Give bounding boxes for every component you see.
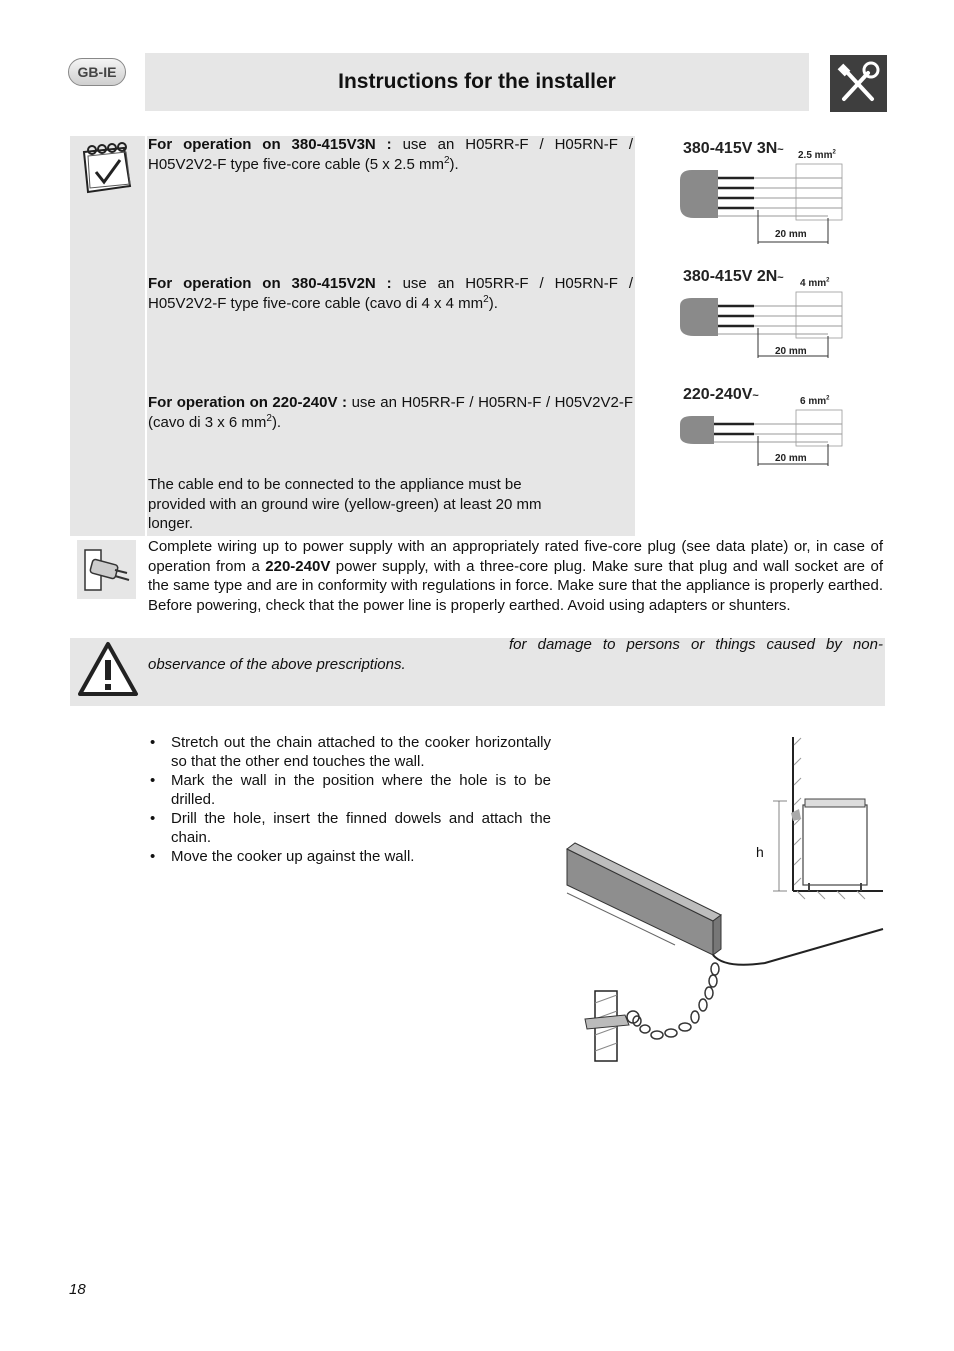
diagram-section: 2.5 mm bbox=[798, 150, 833, 161]
diagram-length: 20 mm bbox=[775, 346, 807, 357]
wiring-text-cont: power supply, with a three-core plug. Make sure that plug and wall socket are of the same type and are in conformity with regulations in force. Make sure that the appliance is properly earthed. Before powering, check that the power line is properly earthed. Avoid using adapters or shunters. bbox=[148, 557, 883, 614]
diagram-length: 20 mm bbox=[775, 229, 807, 240]
warning-triangle-icon bbox=[76, 640, 140, 700]
cable-spec-single bbox=[148, 393, 633, 432]
page-number: 18 bbox=[69, 1281, 86, 1298]
chain-installation-illustration bbox=[565, 733, 885, 1063]
list-item: • Move the cooker up against the wall. bbox=[148, 847, 551, 866]
diagram-section: 4 mm bbox=[800, 278, 827, 289]
diagram-voltage: 380-415V 2N bbox=[683, 268, 778, 285]
diagram-length: 20 mm bbox=[775, 453, 807, 464]
list-item: • Mark the wall in the position where the hole is to be drilled. bbox=[148, 771, 551, 809]
diagram-voltage: 220-240V bbox=[683, 386, 753, 403]
diagram-section: 6 mm bbox=[800, 396, 827, 407]
cable-spec-2n bbox=[148, 274, 633, 313]
cable-diagram-3n bbox=[678, 136, 858, 248]
cable-spec-sup: 2 bbox=[266, 412, 272, 424]
page-title: Instructions for the installer bbox=[338, 70, 616, 93]
list-item: • Drill the hole, insert the finned dowels and attach the chain. bbox=[148, 809, 551, 847]
warning-text: for damage to persons or things caused by non-observance of the above prescriptions. bbox=[148, 636, 883, 673]
diagram-wave: ~ bbox=[752, 390, 759, 402]
list-item: • Stretch out the chain attached to the cooker horizontally so that the other end touches the wall. bbox=[148, 733, 551, 771]
diagram-section-sup: 2 bbox=[826, 277, 830, 284]
cable-spec-end: ). bbox=[488, 294, 498, 312]
diagram-section-sup: 2 bbox=[832, 149, 836, 156]
cable-spec-text: use an H05RR-F / H05RN-F / H05V2V2-F type five-core cable (5 x 2.5 mm bbox=[148, 136, 633, 173]
wiring-instructions bbox=[148, 537, 883, 615]
cable-spec-end: ). bbox=[271, 413, 282, 431]
cable-spec-text: use an H05RR-F / H05RN-F / H05V2V2-F type five-core cable (cavo di 4 x 4 mm bbox=[148, 275, 633, 312]
wrench-screwdriver-icon bbox=[830, 55, 887, 112]
cable-spec-sup: 2 bbox=[483, 293, 489, 305]
cable-spec-end: ). bbox=[449, 155, 459, 173]
diagram-voltage: 380-415V 3N bbox=[683, 140, 778, 157]
wiring-voltage: 220-240V bbox=[265, 557, 331, 575]
cable-diagram-single bbox=[678, 382, 858, 474]
cable-spec-3n bbox=[148, 135, 633, 174]
diagram-wave: ~ bbox=[777, 144, 784, 156]
cable-spec-lead: For operation on 380-415V2N : bbox=[148, 275, 392, 292]
installation-steps bbox=[148, 733, 551, 866]
wiring-text: Complete wiring up to power supply with an appropriately rated five-core plug (see data plate) or, in case of operation from a bbox=[148, 538, 883, 575]
diagram-wave: ~ bbox=[777, 272, 784, 284]
cable-diagram-2n bbox=[678, 264, 858, 364]
notepad-check-icon bbox=[76, 140, 138, 196]
diagram-section-sup: 2 bbox=[826, 395, 830, 402]
cable-spec-lead: For operation on 220-240V : bbox=[148, 394, 348, 411]
cable-spec-lead: For operation on 380-415V3N : bbox=[148, 136, 392, 153]
header-bar bbox=[145, 53, 809, 111]
height-label: h bbox=[756, 844, 764, 860]
cable-spec-text: use an H05RR-F / H05RN-F / H05V2V2-F (cavo di 3 x 6 mm bbox=[148, 394, 634, 431]
region-badge: GB-IE bbox=[68, 58, 126, 86]
plug-socket-icon bbox=[77, 540, 136, 599]
ground-wire-note: The cable end to be connected to the appliance must be provided with an ground wire (yellow-green) at least 20 mm longer. bbox=[148, 476, 542, 532]
cable-spec-sup: 2 bbox=[443, 154, 450, 166]
